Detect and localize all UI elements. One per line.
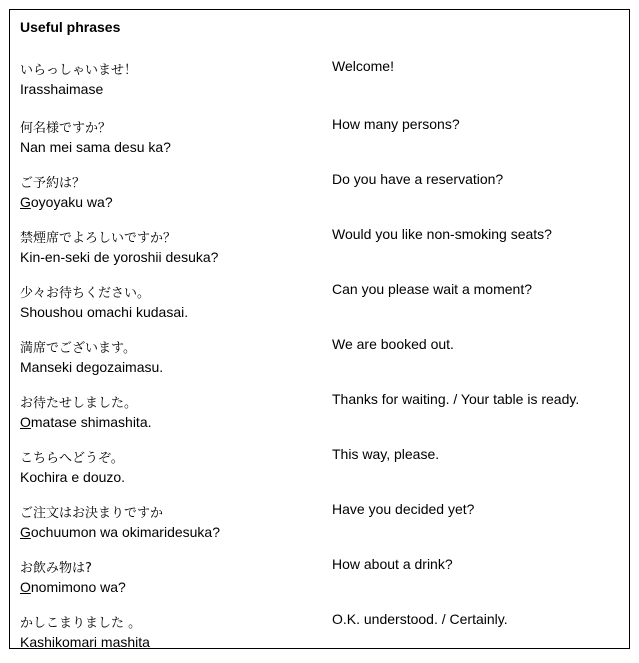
romaji-text: [20, 413, 152, 431]
japanese-text: 満席でございます。: [20, 341, 136, 356]
romaji-text: [20, 248, 218, 266]
romaji-rest: Kin-en-seki de yoroshii desuka?: [20, 249, 219, 265]
phrase-row: [10, 281, 629, 333]
romaji-rest: Kochira e douzo.: [20, 469, 126, 485]
english-translation: How many persons?: [332, 116, 460, 132]
japanese-text: お飲み物は?: [20, 561, 92, 576]
romaji-rest: Shoushou omachi kudasai.: [20, 304, 189, 320]
phrase-row: [10, 391, 629, 443]
japanese-text: いらっしゃいませ！: [20, 63, 138, 78]
romaji-rest: Manseki degozaimasu.: [20, 359, 164, 375]
japanese-text: こちらへどうぞ。: [20, 451, 124, 466]
phrase-row: [10, 226, 629, 278]
romaji-text: [20, 303, 188, 321]
romaji-underlined: G: [20, 194, 31, 210]
english-translation: Thanks for waiting. / Your table is ready.: [332, 391, 580, 407]
page-title: Useful phrases: [20, 19, 121, 35]
english-translation: Can you please wait a moment?: [332, 281, 532, 297]
romaji-text: [20, 358, 163, 376]
english-translation: This way, please.: [332, 446, 440, 462]
japanese-text: ご予約は？: [20, 176, 86, 191]
japanese-text: 少々お待ちください。: [20, 286, 151, 301]
romaji-rest: nomimono wa?: [30, 579, 126, 595]
romaji-rest: ochuumon wa okimaridesuka?: [30, 524, 220, 540]
romaji-text: [20, 578, 126, 596]
romaji-text: [20, 633, 150, 651]
japanese-text: お待たせしました。: [20, 396, 138, 411]
romaji-rest: Kashikomari mashita: [20, 634, 150, 650]
romaji-text: [20, 138, 171, 156]
phrase-row: [10, 171, 629, 223]
phrase-row: [10, 446, 629, 498]
phrase-row: [10, 501, 629, 553]
romaji-underlined: O: [20, 414, 31, 430]
romaji-underlined: G: [20, 524, 31, 540]
romaji-rest: Nan mei sama desu ka?: [20, 139, 171, 155]
english-translation: We are booked out.: [332, 336, 454, 352]
phrase-row: [10, 336, 629, 388]
romaji-text: [20, 193, 113, 211]
english-translation: O.K. understood. / Certainly.: [332, 611, 508, 627]
romaji-rest: matase shimashita.: [30, 414, 152, 430]
japanese-text: かしこまりました 。: [20, 616, 142, 631]
english-translation: Would you like non-smoking seats?: [332, 226, 552, 242]
romaji-text: [20, 80, 103, 98]
english-translation: How about a drink?: [332, 556, 453, 572]
romaji-rest: oyoyaku wa?: [30, 194, 113, 210]
phrase-table: [9, 9, 630, 649]
romaji-text: [20, 468, 125, 486]
japanese-text: 何名様ですか？: [20, 121, 112, 136]
japanese-text: ご注文はお決まりですか: [20, 506, 164, 521]
romaji-rest: Irasshaimase: [20, 81, 104, 97]
romaji-underlined: O: [20, 579, 31, 595]
phrase-row: [10, 556, 629, 608]
english-translation: Have you decided yet?: [332, 501, 475, 517]
japanese-text: 禁煙席でよろしいですか？: [20, 231, 177, 246]
english-translation: Welcome!: [332, 58, 394, 74]
english-translation: Do you have a reservation?: [332, 171, 504, 187]
phrase-row: [10, 58, 629, 110]
phrase-row: [10, 116, 629, 168]
romaji-text: [20, 523, 220, 541]
phrase-row: [10, 611, 629, 663]
